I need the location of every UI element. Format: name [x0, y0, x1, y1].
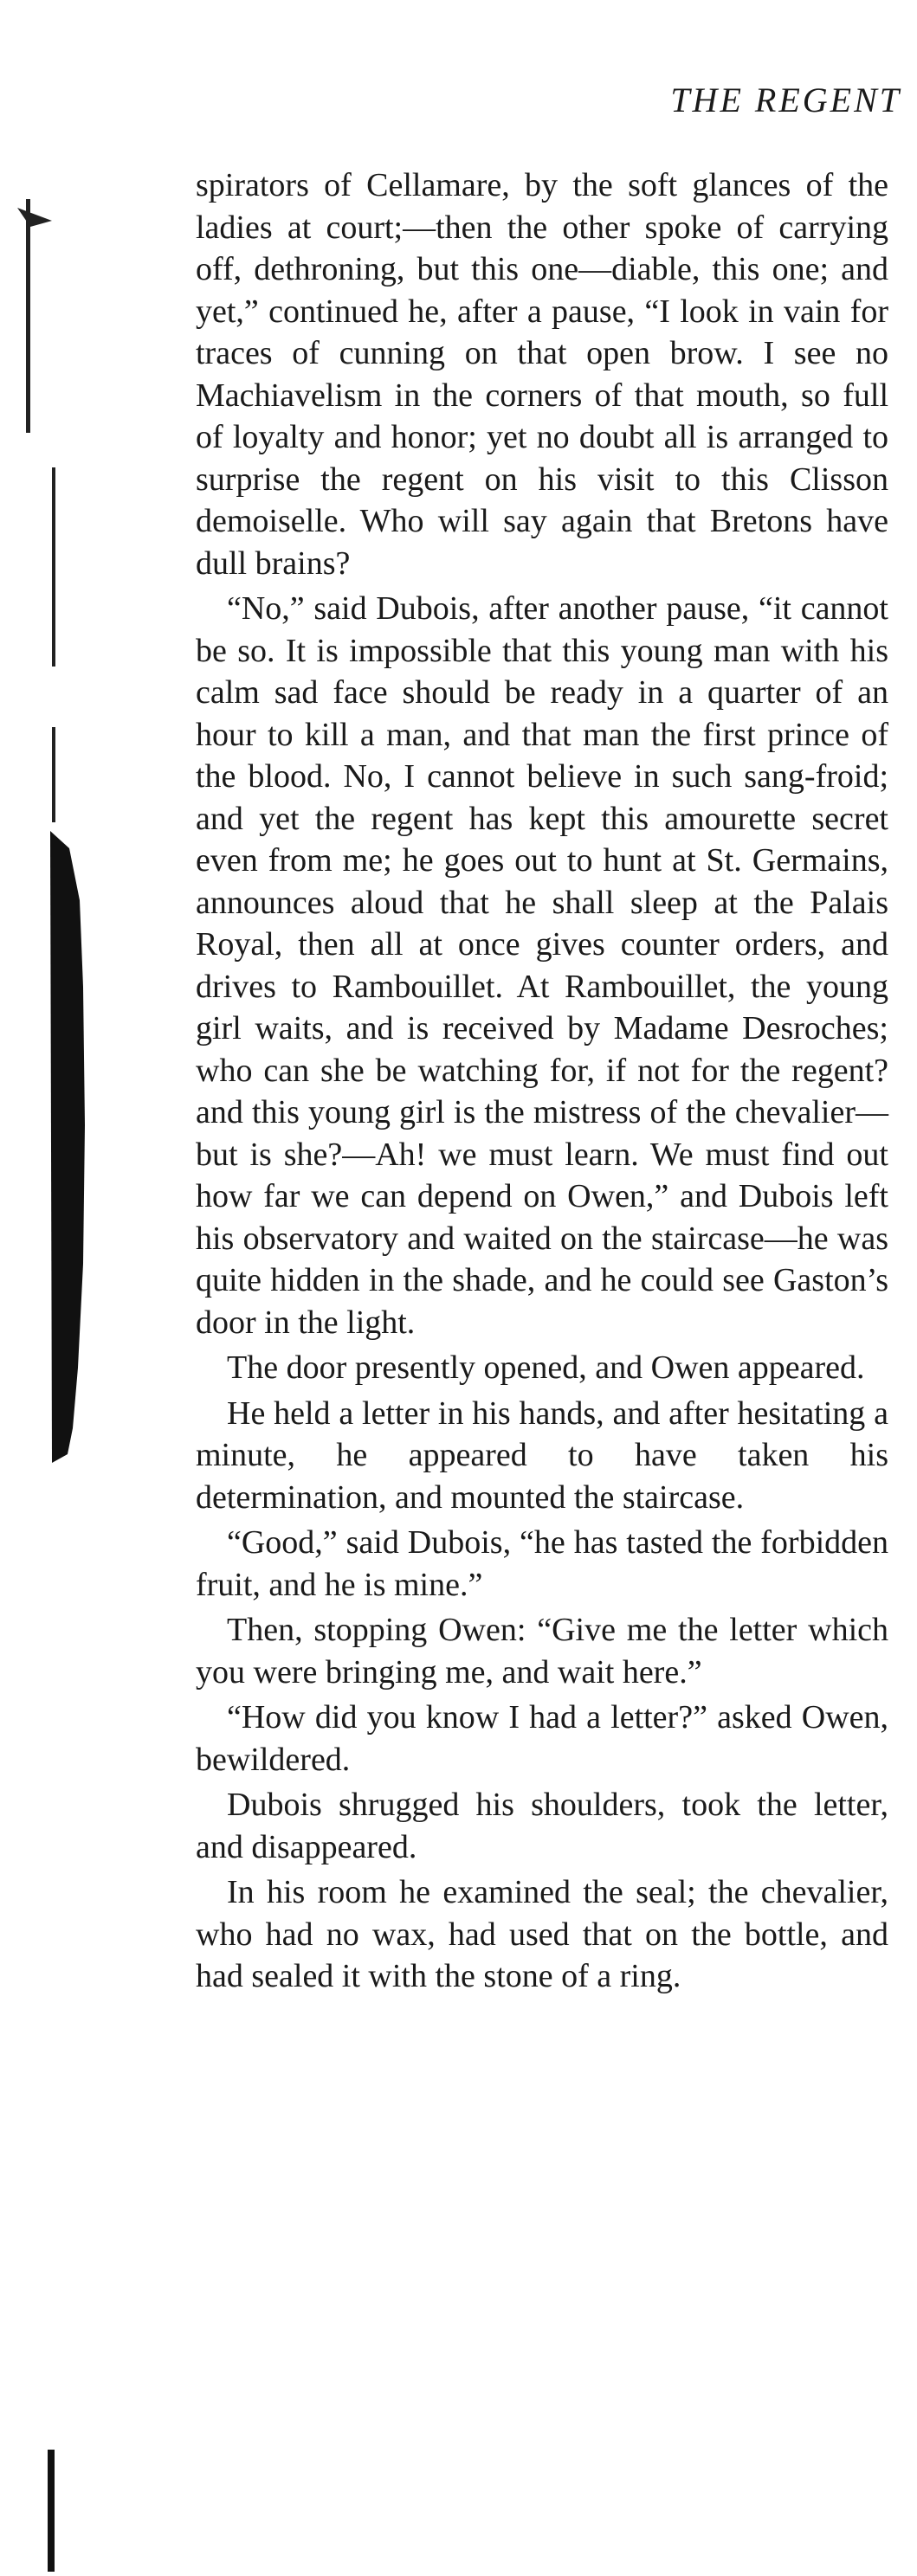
paragraph: Then, stopping Owen: “Give me the letter which you were bringing me, and wait here.”: [196, 1612, 888, 1690]
paragraph: “How did you know I had a letter?” asked Owen, bewildered.: [196, 1699, 888, 1778]
paragraph: Dubois shrugged his shoulders, took the letter, and disappeared.: [196, 1787, 888, 1865]
body-text: [196, 164, 888, 1998]
paragraph: spirators of Cellamare, by the soft glances of the ladies at court;—then the other spoke of carrying off, dethroning, but this one—diable, this one; and yet,” continued he, after a pause, “I look in vain for traces of cunning on that open brow. I see no Machiavelism in the corners of that mouth, so full of loyalty and honor; yet no doubt all is arranged to surprise the regent on his visit to this Clisson demoiselle. Who will say again that Bretons have dull brains?: [196, 167, 888, 582]
paragraph: He held a letter in his hands, and after hesitating a minute, he appeared to have taken his determination, and mounted the staircase.: [196, 1394, 888, 1516]
paragraph: In his room he examined the seal; the chevalier, who had no wax, had used that on the bottle, and had sealed it with the stone of a ring.: [196, 1874, 888, 1994]
paragraph: “Good,” said Dubois, “he has tasted the forbidden fruit, and he is mine.”: [196, 1524, 888, 1603]
running-head: THE REGENT: [670, 80, 901, 119]
paragraph: The door presently opened, and Owen appeared.: [227, 1349, 865, 1386]
binding-edge-marks: [0, 0, 104, 2572]
paragraph: “No,” said Dubois, after another pause, “it cannot be so. It is impossible that this young man with his calm sad face should be ready in a quarter of an hour to kill a man, and that man the first prince of the blood. No, I cannot believe in such sang-froid; and yet the regent has kept this amourette secret even from me; he goes out to hunt at St. Germains, announces aloud that he shall sleep at the Palais Royal, then all at once gives counter orders, and drives to Rambouillet. At Rambouillet, the young girl waits, and is received by Madame Desroches; who can she be watching for, if not for the regent? and this young girl is the mistress of the chevalier—but is she?—Ah! we must learn. We must find out how far we can depend on Owen,” and Dubois left his observatory and waited on the staircase—he was quite hidden in the shade, and he could see Gaston’s door in the light.: [196, 590, 888, 1341]
scan-gutter: [0, 0, 104, 2572]
